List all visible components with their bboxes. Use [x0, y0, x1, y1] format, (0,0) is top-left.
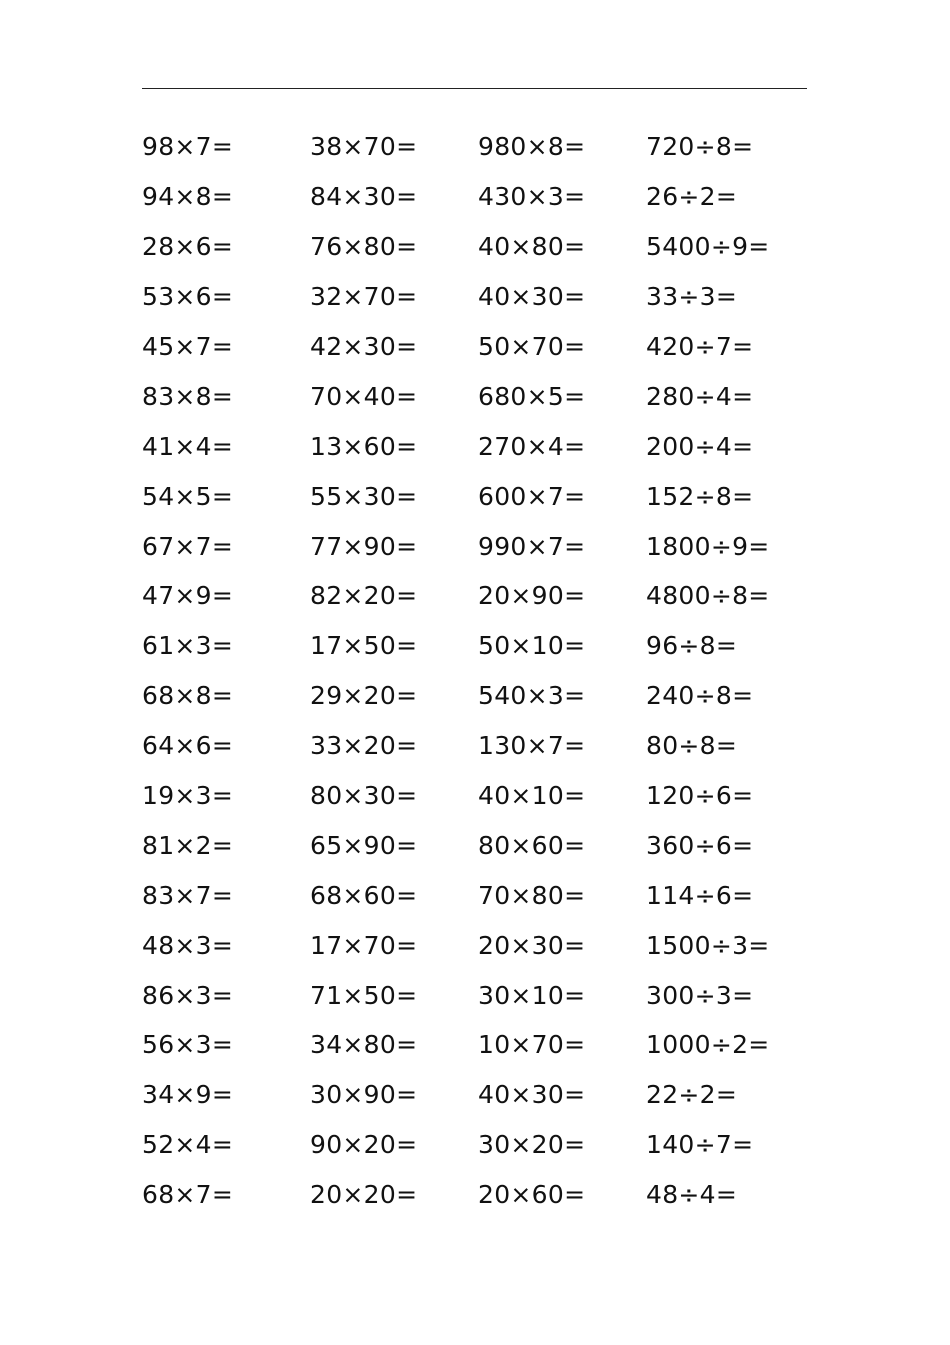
math-problem: 114÷6=: [646, 880, 754, 910]
math-problem: 30×10=: [478, 980, 586, 1010]
math-problem: 19×3=: [142, 781, 234, 811]
math-problem: 71×50=: [310, 980, 418, 1010]
math-problem: 10×70=: [478, 1030, 586, 1060]
math-problem: 980×8=: [478, 132, 586, 162]
problem-row: [142, 820, 814, 870]
math-problem: 45×7=: [142, 332, 234, 361]
math-problem: 33÷3=: [646, 282, 738, 312]
math-problem: 140÷7=: [646, 1130, 754, 1160]
math-problem: 300÷3=: [646, 980, 754, 1010]
math-problem: 77×90=: [310, 531, 418, 561]
math-problem: 82×20=: [310, 581, 418, 611]
math-problem: 20×30=: [478, 930, 586, 960]
math-problem: 1000÷2=: [646, 1030, 770, 1060]
problem-row: [142, 122, 814, 172]
math-problem: 28×6=: [142, 232, 234, 262]
math-problem: 120÷6=: [646, 781, 754, 811]
math-problem: 34×80=: [310, 1030, 418, 1060]
problem-row: [142, 621, 814, 671]
math-problem: 68×7=: [142, 1180, 234, 1210]
math-problem: 280÷4=: [646, 381, 754, 411]
math-problem: 34×9=: [142, 1080, 234, 1110]
math-problem: 40×30=: [478, 1080, 586, 1110]
math-problem: 40×10=: [478, 781, 586, 811]
problem-row: [142, 1020, 814, 1070]
problem-row: [142, 970, 814, 1020]
math-problem: 152÷8=: [646, 481, 754, 511]
math-problem: 20×90=: [478, 581, 586, 611]
math-problem: 83×7=: [142, 880, 234, 910]
math-problem: 65×90=: [310, 830, 418, 860]
math-problem: 53×6=: [142, 282, 234, 312]
math-problem: 420÷7=: [646, 332, 754, 361]
math-problem: 4800÷8=: [646, 581, 770, 611]
math-problem: 67×7=: [142, 531, 234, 561]
problem-row: [142, 1120, 814, 1170]
problem-row: [142, 771, 814, 821]
problem-row: [142, 870, 814, 920]
arithmetic-worksheet: [142, 122, 814, 1220]
math-problem: 40×80=: [478, 232, 586, 262]
math-problem: 94×8=: [142, 182, 234, 212]
math-problem: 56×3=: [142, 1030, 234, 1060]
math-problem: 17×70=: [310, 930, 418, 960]
math-problem: 86×3=: [142, 980, 234, 1010]
header-rule: [142, 88, 807, 89]
math-problem: 64×6=: [142, 731, 234, 761]
math-problem: 540×3=: [478, 681, 586, 711]
math-problem: 80×60=: [478, 830, 586, 860]
math-problem: 40×30=: [478, 282, 586, 312]
math-problem: 98×7=: [142, 132, 234, 162]
math-problem: 5400÷9=: [646, 232, 770, 262]
math-problem: 52×4=: [142, 1130, 234, 1160]
problem-row: [142, 1170, 814, 1220]
math-problem: 270×4=: [478, 431, 586, 461]
math-problem: 47×9=: [142, 581, 234, 611]
math-problem: 130×7=: [478, 731, 586, 761]
math-problem: 48÷4=: [646, 1180, 738, 1210]
problem-row: [142, 920, 814, 970]
math-problem: 200÷4=: [646, 431, 754, 461]
math-problem: 30×20=: [478, 1130, 586, 1160]
problem-row: [142, 671, 814, 721]
math-problem: 22÷2=: [646, 1080, 738, 1110]
math-problem: 990×7=: [478, 531, 586, 561]
math-problem: 30×90=: [310, 1080, 418, 1110]
math-problem: 720÷8=: [646, 132, 754, 162]
math-problem: 20×20=: [310, 1180, 418, 1210]
math-problem: 50×10=: [478, 631, 586, 661]
math-problem: 84×30=: [310, 182, 418, 212]
math-problem: 32×70=: [310, 282, 418, 312]
math-problem: 680×5=: [478, 381, 586, 411]
problem-row: [142, 721, 814, 771]
math-problem: 81×2=: [142, 830, 234, 860]
math-problem: 38×70=: [310, 132, 418, 162]
math-problem: 1500÷3=: [646, 930, 770, 960]
problem-row: [142, 471, 814, 521]
math-problem: 26÷2=: [646, 182, 738, 212]
math-problem: 33×20=: [310, 731, 418, 761]
math-problem: 430×3=: [478, 182, 586, 212]
problem-row: [142, 1070, 814, 1120]
math-problem: 20×60=: [478, 1180, 586, 1210]
math-problem: 48×3=: [142, 930, 234, 960]
math-problem: 55×30=: [310, 481, 418, 511]
math-problem: 1800÷9=: [646, 531, 770, 561]
math-problem: 29×20=: [310, 681, 418, 711]
math-problem: 90×20=: [310, 1130, 418, 1160]
math-problem: 54×5=: [142, 481, 234, 511]
math-problem: 50×70=: [478, 332, 586, 361]
math-problem: 68×60=: [310, 880, 418, 910]
math-problem: 80×30=: [310, 781, 418, 811]
math-problem: 70×40=: [310, 381, 418, 411]
problem-row: [142, 421, 814, 471]
math-problem: 41×4=: [142, 431, 234, 461]
math-problem: 76×80=: [310, 232, 418, 262]
math-problem: 61×3=: [142, 631, 234, 661]
math-problem: 83×8=: [142, 381, 234, 411]
math-problem: 360÷6=: [646, 830, 754, 860]
math-problem: 240÷8=: [646, 681, 754, 711]
math-problem: 17×50=: [310, 631, 418, 661]
problem-row: [142, 322, 814, 372]
problem-row: [142, 222, 814, 272]
math-problem: 13×60=: [310, 431, 418, 461]
math-problem: 70×80=: [478, 880, 586, 910]
math-problem: 42×30=: [310, 332, 418, 361]
problem-row: [142, 172, 814, 222]
problem-row: [142, 571, 814, 621]
math-problem: 80÷8=: [646, 731, 738, 761]
problem-row: [142, 521, 814, 571]
problem-row: [142, 371, 814, 421]
math-problem: 96÷8=: [646, 631, 738, 661]
math-problem: 600×7=: [478, 481, 586, 511]
problem-row: [142, 272, 814, 322]
math-problem: 68×8=: [142, 681, 234, 711]
